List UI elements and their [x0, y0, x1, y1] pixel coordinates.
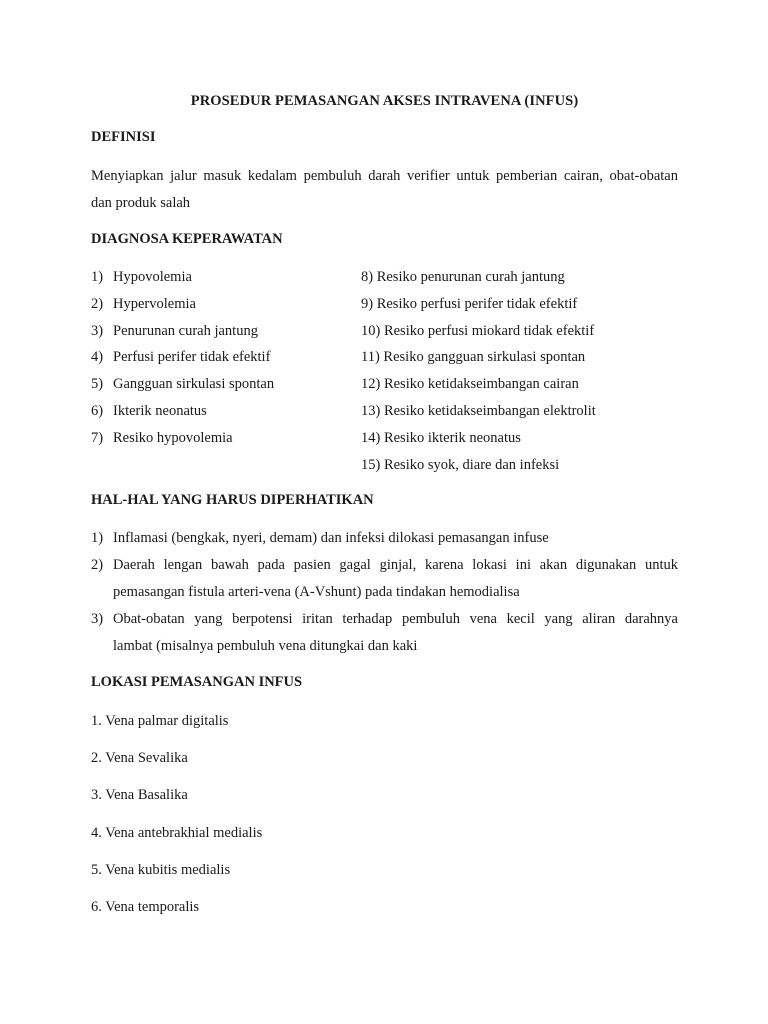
list-item: 2) Hypervolemia	[91, 295, 196, 312]
diagnosa-list-left	[91, 264, 351, 452]
list-item: 14) Resiko ikterik neonatus	[361, 429, 521, 446]
list-item: 1. Vena palmar digitalis	[91, 713, 229, 729]
list-item: 3) Penurunan curah jantung	[91, 322, 258, 339]
list-item: 15) Resiko syok, diare dan infeksi	[361, 456, 560, 473]
list-item: 2) Daerah lengan bawah pada pasien gagal ginjal, karena lokasi ini akan digunakan untuk pemasangan fistula arteri-vena (A-Vshunt) pada tindakan hemodialisa	[91, 557, 678, 600]
list-item: 4) Perfusi perifer tidak efektif	[91, 349, 271, 366]
list-item: 6) Ikterik neonatus	[91, 402, 207, 419]
list-item: 3) Obat-obatan yang berpotensi iritan terhadap pembuluh vena kecil yang aliran darahnya lambat (misalnya pembuluh vena ditungkai dan kaki	[91, 611, 678, 654]
list-item: 5) Gangguan sirkulasi spontan	[91, 376, 275, 393]
hal-hal-list	[91, 525, 678, 660]
definisi-text	[91, 163, 678, 217]
list-item: 5. Vena kubitis medialis	[91, 861, 231, 878]
list-item: 11) Resiko gangguan sirkulasi spontan	[361, 349, 586, 366]
hal-hal-heading: HAL-HAL YANG HARUS DIPERHATIKAN	[91, 492, 374, 508]
list-item: 1) Hypovolemia	[91, 269, 192, 285]
definisi-heading: DEFINISI	[91, 129, 156, 145]
list-item: 6. Vena temporalis	[91, 898, 200, 915]
list-item: 8) Resiko penurunan curah jantung	[361, 269, 565, 285]
list-item: 13) Resiko ketidakseimbangan elektrolit	[361, 402, 596, 419]
list-item: 4. Vena antebrakhial medialis	[91, 824, 263, 841]
list-item: 12) Resiko ketidakseimbangan cairan	[361, 376, 579, 393]
diagnosa-list-right	[361, 264, 681, 478]
document-title: PROSEDUR PEMASANGAN AKSES INTRAVENA (INFUS)	[190, 93, 579, 109]
list-item: 7) Resiko hypovolemia	[91, 429, 233, 446]
list-item: 9) Resiko perfusi perifer tidak efektif	[361, 295, 578, 312]
list-item: 10) Resiko perfusi miokard tidak efektif	[361, 322, 595, 339]
diagnosa-heading: DIAGNOSA KEPERAWATAN	[91, 231, 283, 247]
lokasi-heading: LOKASI PEMASANGAN INFUS	[91, 674, 303, 690]
list-item: 2. Vena Sevalika	[91, 750, 188, 767]
lokasi-list	[91, 711, 262, 934]
list-item: 3. Vena Basalika	[91, 787, 188, 804]
list-item: 1) Inflamasi (bengkak, nyeri, demam) dan infeksi dilokasi pemasangan infuse	[91, 530, 549, 546]
definisi-text-line-1: Menyiapkan jalur masuk kedalam pembuluh darah verifier untuk pemberian cairan, obat-obatan	[91, 168, 678, 184]
definisi-text-line-2: dan produk salah	[91, 195, 191, 211]
